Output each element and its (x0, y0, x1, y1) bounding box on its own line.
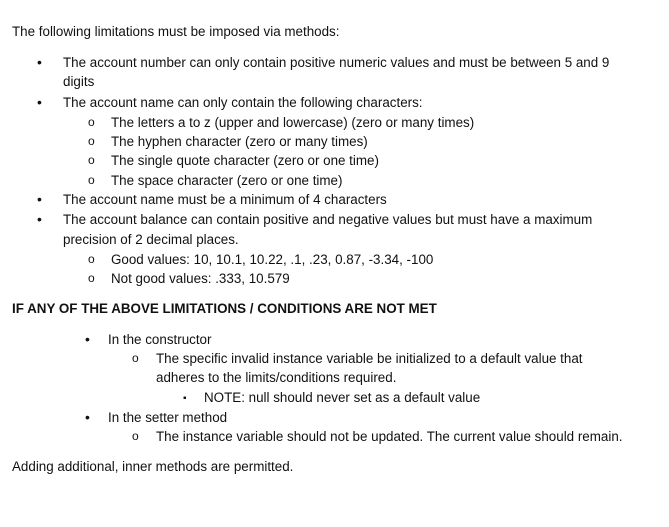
setter-rule: The instance variable should not be updated. The current value should remain. (156, 429, 623, 444)
name-char-space: The space character (zero or one time) (111, 173, 343, 188)
circle-bullet: o (88, 153, 95, 167)
constructor-note: NOTE: null should never set as a default value (204, 390, 481, 405)
circle-bullet: o (88, 173, 95, 187)
circle-bullet: o (88, 115, 95, 129)
setter-label: In the setter method (108, 410, 228, 425)
disc-bullet: • (85, 331, 90, 347)
circle-bullet: o (132, 429, 139, 443)
constructor-rule: The specific invalid instance variable be initialized to a default value that (156, 351, 583, 366)
constructor-rule-cont: adheres to the limits/conditions required. (156, 370, 397, 385)
disc-bullet: • (85, 409, 90, 425)
limit-account-number: The account number can only contain positive numeric values and must be between 5 and 9 (63, 55, 610, 70)
conditions-heading: IF ANY OF THE ABOVE LIMITATIONS / CONDITIONS ARE NOT MET (12, 301, 437, 316)
intro-text: The following limitations must be imposed via methods: (12, 24, 340, 39)
circle-bullet: o (88, 271, 95, 285)
disc-bullet: • (37, 191, 42, 207)
limit-name-length: The account name must be a minimum of 4 characters (63, 192, 387, 207)
disc-bullet: • (37, 54, 42, 70)
limit-account-name: The account name can only contain the following characters: (63, 95, 423, 110)
disc-bullet: • (37, 211, 42, 227)
balance-bad-values: Not good values: .333, 10.579 (111, 271, 290, 286)
name-char-hyphen: The hyphen character (zero or many times) (111, 134, 368, 149)
circle-bullet: o (88, 252, 95, 266)
limit-balance-cont: precision of 2 decimal places. (63, 232, 239, 247)
limit-balance: The account balance can contain positive and negative values but must have a maximum (63, 212, 593, 227)
name-char-letters: The letters a to z (upper and lowercase) (zero or many times) (111, 115, 475, 130)
constructor-label: In the constructor (108, 332, 212, 347)
circle-bullet: o (88, 134, 95, 148)
footer-text: Adding additional, inner methods are permitted. (12, 459, 294, 474)
disc-bullet: • (37, 94, 42, 110)
square-bullet: ▪ (183, 393, 187, 404)
balance-good-values: Good values: 10, 10.1, 10.22, .1, .23, 0.87, -3.34, -100 (111, 252, 434, 267)
circle-bullet: o (132, 351, 139, 365)
name-char-quote: The single quote character (zero or one time) (111, 153, 379, 168)
limit-account-number-cont: digits (63, 74, 95, 89)
